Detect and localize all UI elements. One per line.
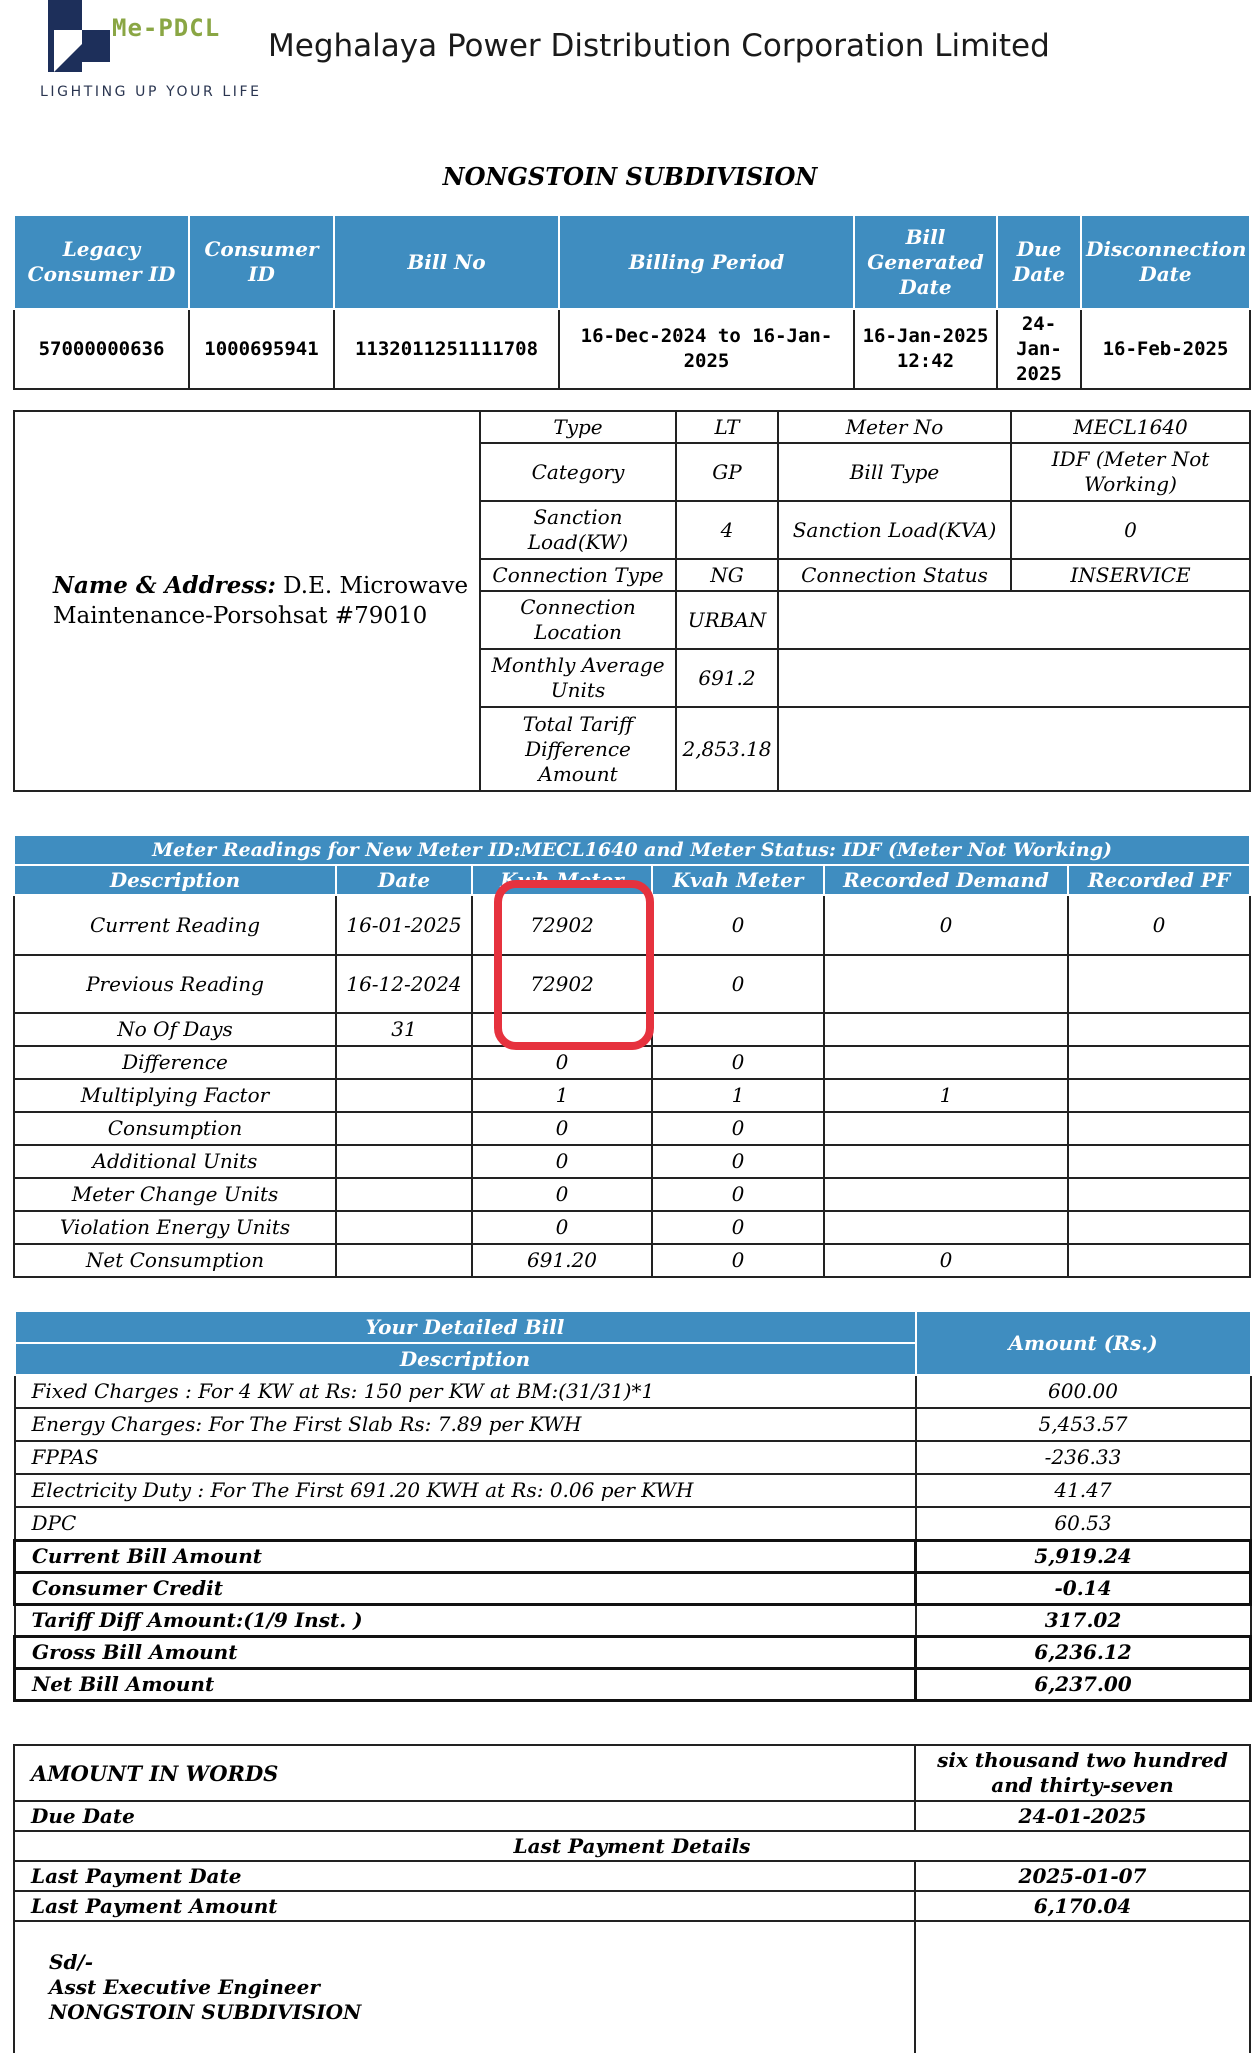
bill-summary-table (13, 214, 1251, 390)
meter-cell: 16-01-2025 (336, 895, 472, 955)
last-payment-date-row (14, 1861, 1250, 1891)
amount-words-value: six thousand two hundred and thirty-seven (915, 1745, 1250, 1801)
meter-cell: 1 (824, 1079, 1068, 1112)
signature-title: Asst Executive Engineer (49, 1975, 320, 1999)
col-description: Description (14, 865, 336, 895)
bill-line-desc: FPPAS (15, 1441, 916, 1474)
bill-line-desc: DPC (15, 1507, 916, 1540)
detail-label: Sanction Load(KW) (480, 501, 676, 559)
meter-cell: 0 (652, 1178, 824, 1211)
meter-cell: Net Consumption (14, 1244, 336, 1277)
name-address-cell (14, 411, 480, 791)
meter-cell (1068, 1244, 1250, 1277)
meter-cell (824, 955, 1068, 1013)
empty-cell (778, 707, 1250, 791)
meter-cell: 0 (652, 1244, 824, 1277)
meter-cell (1068, 1079, 1250, 1112)
meter-cell (1068, 1178, 1250, 1211)
col-recorded-pf: Recorded PF (1068, 865, 1250, 895)
last-payment-date-label: Last Payment Date (14, 1861, 915, 1891)
col-bill-generated: Bill Generated Date (854, 215, 997, 309)
detailed-bill-table (13, 1310, 1252, 1702)
detail-value: URBAN (676, 591, 778, 649)
bill-line-desc: Current Bill Amount (15, 1540, 916, 1572)
bill-line-amount: 60.53 (916, 1507, 1251, 1540)
consumer-row (14, 411, 1250, 443)
empty-cell (778, 649, 1250, 707)
detailed-bill-title-row (15, 1311, 1251, 1343)
billing-period-value: 16-Dec-2024 to 16-Jan-2025 (559, 309, 854, 389)
detail-value: GP (676, 443, 778, 501)
col-disconnection: Disconnection Date (1081, 215, 1250, 309)
consumer-details-table (13, 410, 1251, 792)
meter-cell: 31 (336, 1013, 472, 1046)
bill-line (15, 1604, 1251, 1636)
meter-row (14, 1112, 1250, 1145)
col-due-date: Due Date (997, 215, 1081, 309)
empty-cell (778, 591, 1250, 649)
meter-cell (1068, 1145, 1250, 1178)
bill-line (15, 1408, 1251, 1441)
meter-row (14, 1211, 1250, 1244)
meter-cell: 0 (652, 955, 824, 1013)
meter-row (14, 1046, 1250, 1079)
meter-cell: 0 (824, 1244, 1068, 1277)
last-payment-amount: 6,170.04 (915, 1891, 1250, 1921)
name-address-label: Name & Address: (53, 572, 276, 599)
col-kwh: Kwh Meter (472, 865, 652, 895)
last-payment-amount-row (14, 1891, 1250, 1921)
col-kvah: Kvah Meter (652, 865, 824, 895)
last-payment-title-row (14, 1831, 1250, 1861)
company-name: Meghalaya Power Distribution Corporation Limited (268, 28, 1050, 64)
detail-label: Meter No (778, 411, 1011, 443)
meter-cell (1068, 955, 1250, 1013)
bill-line-amount: 6,237.00 (916, 1668, 1251, 1700)
logo-text: Me-PDCL (112, 14, 221, 42)
meter-cell: 0 (472, 1145, 652, 1178)
meter-title: Meter Readings for New Meter ID:MECL1640 and Meter Status: IDF (Meter Not Working) (14, 835, 1250, 865)
detail-label: Connection Type (480, 559, 676, 591)
bill-line-amount: 317.02 (916, 1604, 1251, 1636)
meter-cell: 0 (652, 1046, 824, 1079)
meter-cell: 0 (652, 1145, 824, 1178)
bill-line-amount: 600.00 (916, 1375, 1251, 1408)
name-address-value: D.E. Microwave Maintenance-Porsohsat #79010 (53, 573, 469, 629)
detail-value: INSERVICE (1011, 559, 1250, 591)
bill-line (15, 1572, 1251, 1604)
detail-value: LT (676, 411, 778, 443)
detail-label: Monthly Average Units (480, 649, 676, 707)
meter-cell: 72902 (472, 955, 652, 1013)
logo-tagline: LIGHTING UP YOUR LIFE (40, 84, 262, 100)
meter-cell (824, 1211, 1068, 1244)
meter-cell: 0 (652, 1112, 824, 1145)
bill-line (15, 1636, 1251, 1668)
last-payment-title: Last Payment Details (14, 1831, 1250, 1861)
last-payment-amount-label: Last Payment Amount (14, 1891, 915, 1921)
signature-row (14, 1921, 1250, 2053)
bill-line-desc: Fixed Charges : For 4 KW at Rs: 150 per KW at BM:(31/31)*1 (15, 1375, 916, 1408)
bill-line-desc: Consumer Credit (15, 1572, 916, 1604)
detail-label: Connection Status (778, 559, 1011, 591)
bill-summary-header (14, 215, 1250, 309)
signature-block (14, 1921, 915, 2053)
meter-cell: Difference (14, 1046, 336, 1079)
bill-line-desc: Electricity Duty : For The First 691.20 KWH at Rs: 0.06 per KWH (15, 1474, 916, 1507)
bill-line (15, 1540, 1251, 1572)
meter-cell: 691.20 (472, 1244, 652, 1277)
meter-cell: 1 (652, 1079, 824, 1112)
meter-cell (336, 1145, 472, 1178)
bill-line (15, 1507, 1251, 1540)
signature-line: Sd/- (49, 1950, 94, 1974)
detail-value: 2,853.18 (676, 707, 778, 791)
bill-line-amount: -0.14 (916, 1572, 1251, 1604)
signature-office: NONGSTOIN SUBDIVISION (49, 2000, 362, 2024)
bill-line-amount: 6,236.12 (916, 1636, 1251, 1668)
detail-label: Type (480, 411, 676, 443)
col-bill-no: Bill No (334, 215, 559, 309)
meter-cell (824, 1145, 1068, 1178)
meter-cell: 0 (472, 1046, 652, 1079)
detail-value: 691.2 (676, 649, 778, 707)
meter-cell: 0 (824, 895, 1068, 955)
detailed-bill-title: Your Detailed Bill (15, 1311, 916, 1343)
meter-cell: 1 (472, 1079, 652, 1112)
consumer-id-value: 1000695941 (189, 309, 334, 389)
detail-value: IDF (Meter Not Working) (1011, 443, 1250, 501)
meter-title-row (14, 835, 1250, 865)
due-date-value: 24-Jan-2025 (997, 309, 1081, 389)
col-date: Date (336, 865, 472, 895)
meter-cell: 0 (472, 1178, 652, 1211)
detail-label: Connection Location (480, 591, 676, 649)
meter-cell: 0 (652, 895, 824, 955)
meter-cell: Meter Change Units (14, 1178, 336, 1211)
meter-row (14, 1178, 1250, 1211)
meter-cell (336, 1244, 472, 1277)
amount-words-label: AMOUNT IN WORDS (14, 1745, 915, 1801)
meter-cell (336, 1046, 472, 1079)
meter-row (14, 1244, 1250, 1277)
meter-cell (824, 1178, 1068, 1211)
meter-cell (1068, 1211, 1250, 1244)
bill-line-amount: 5,919.24 (916, 1540, 1251, 1572)
meter-row (14, 1145, 1250, 1178)
meter-cell: 0 (472, 1112, 652, 1145)
meter-cell (1068, 1112, 1250, 1145)
detail-value: NG (676, 559, 778, 591)
bill-line-amount: -236.33 (916, 1441, 1251, 1474)
detail-label: Sanction Load(KVA) (778, 501, 1011, 559)
detail-label: Category (480, 443, 676, 501)
meter-cell (824, 1046, 1068, 1079)
meter-cell: Additional Units (14, 1145, 336, 1178)
due-date-row (14, 1801, 1250, 1831)
amount-words-row (14, 1745, 1250, 1801)
meter-cell (336, 1178, 472, 1211)
last-payment-date: 2025-01-07 (915, 1861, 1250, 1891)
bill-line-amount: 41.47 (916, 1474, 1251, 1507)
due-date-label: Due Date (14, 1801, 915, 1831)
meter-cell (1068, 1013, 1250, 1046)
meter-cell: 16-12-2024 (336, 955, 472, 1013)
bill-line (15, 1375, 1251, 1408)
meter-cell (1068, 1046, 1250, 1079)
footer-due-date: 24-01-2025 (915, 1801, 1250, 1831)
col-recorded-demand: Recorded Demand (824, 865, 1068, 895)
meter-cell (336, 1211, 472, 1244)
description-header: Description (15, 1343, 916, 1375)
bill-line (15, 1668, 1251, 1700)
bill-line (15, 1441, 1251, 1474)
highlight-annotation (494, 880, 654, 1050)
bill-line-desc: Tariff Diff Amount:(1/9 Inst. ) (15, 1604, 916, 1636)
meter-cell (336, 1112, 472, 1145)
meter-cell: No Of Days (14, 1013, 336, 1046)
bill-no-value: 1132011251111708 (334, 309, 559, 389)
meter-cell (652, 1013, 824, 1046)
meter-cell: Previous Reading (14, 955, 336, 1013)
bill-line-desc: Gross Bill Amount (15, 1636, 916, 1668)
bill-line-desc: Energy Charges: For The First Slab Rs: 7.89 per KWH (15, 1408, 916, 1441)
legacy-id-value: 57000000636 (14, 309, 189, 389)
meter-cell (336, 1079, 472, 1112)
bill-generated-value: 16-Jan-2025 12:42 (854, 309, 997, 389)
meter-cell (824, 1013, 1068, 1046)
detail-label: Bill Type (778, 443, 1011, 501)
bill-line-amount: 5,453.57 (916, 1408, 1251, 1441)
empty-cell (915, 1921, 1250, 2053)
detail-value: 4 (676, 501, 778, 559)
meter-cell: 0 (652, 1211, 824, 1244)
bill-summary-row (14, 309, 1250, 389)
meter-cell: 72902 (472, 895, 652, 955)
detail-value: 0 (1011, 501, 1250, 559)
col-legacy-id: Legacy Consumer ID (14, 215, 189, 309)
col-billing-period: Billing Period (559, 215, 854, 309)
bill-line (15, 1474, 1251, 1507)
disconnection-value: 16-Feb-2025 (1081, 309, 1250, 389)
company-logo (34, 0, 264, 108)
meter-cell: Current Reading (14, 895, 336, 955)
meter-cell: 0 (1068, 895, 1250, 955)
meter-row (14, 1079, 1250, 1112)
detail-value: MECL1640 (1011, 411, 1250, 443)
meter-cell: Consumption (14, 1112, 336, 1145)
detail-label: Total Tariff Difference Amount (480, 707, 676, 791)
bill-line-desc: Net Bill Amount (15, 1668, 916, 1700)
meter-cell (824, 1112, 1068, 1145)
subdivision-title: NONGSTOIN SUBDIVISION (442, 162, 818, 191)
meter-cell: Violation Energy Units (14, 1211, 336, 1244)
meter-cell: Multiplying Factor (14, 1079, 336, 1112)
amount-header: Amount (Rs.) (916, 1311, 1251, 1375)
payment-footer-table (13, 1744, 1251, 2053)
meter-cell: 0 (472, 1211, 652, 1244)
col-consumer-id: Consumer ID (189, 215, 334, 309)
